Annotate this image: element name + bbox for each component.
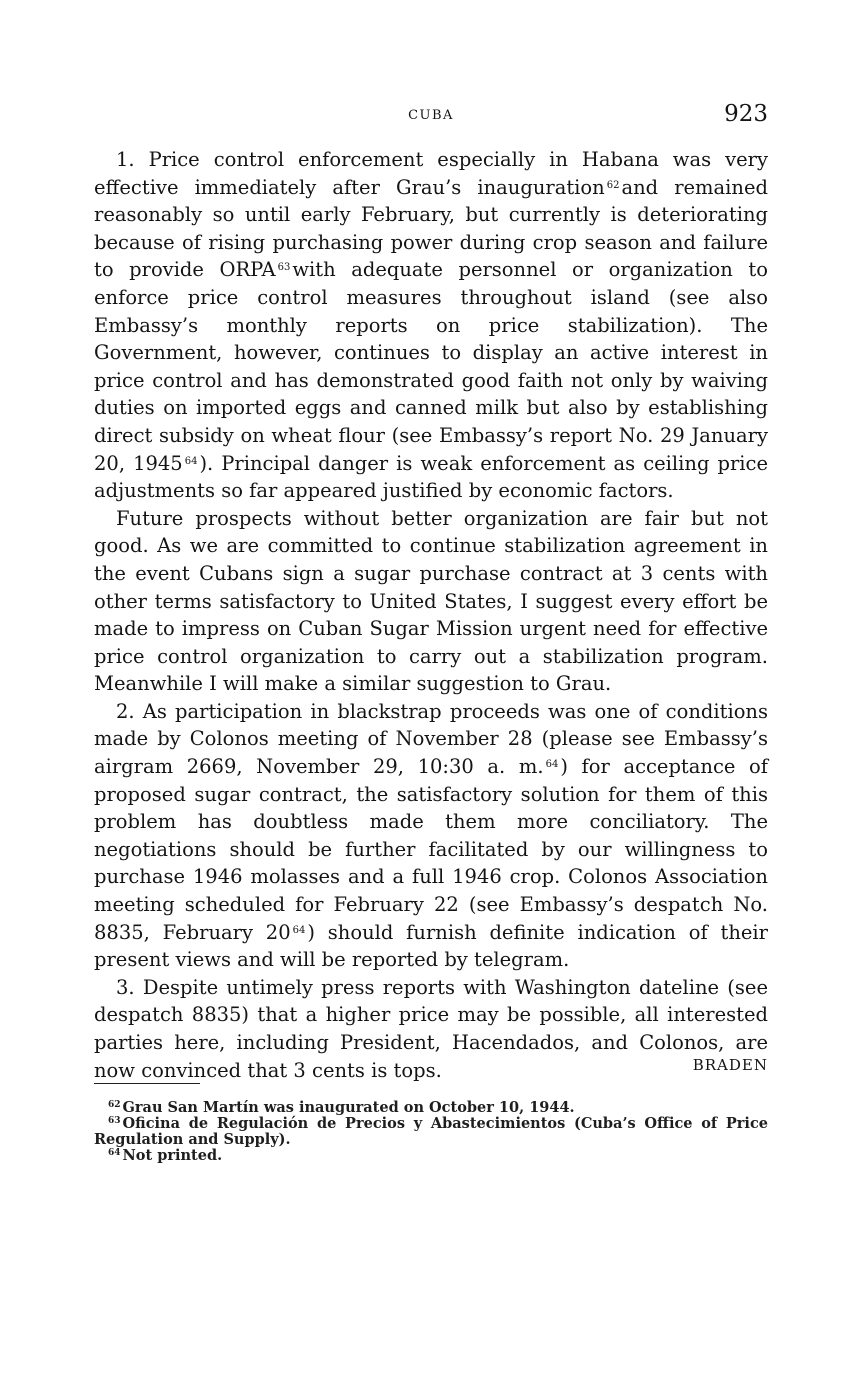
paragraph-4: 3. Despite untimely press reports with Washington dateline (see despatch 8835) that a higher price may be possible, all interested parties here, including President, Hacendados, and Colonos, are now convinced that 3 cents is tops. xyxy=(94,975,768,1082)
footnote-mark: 63 xyxy=(108,1116,121,1126)
paragraph-3: 2. As participation in blackstrap proceeds was one of conditions made by Colonos meeting of November 28 (please see Embassy’s airgram 2669, November 29, 10:30 a. m. $^{64}$ ) for acceptance of proposed sugar contract, the satisfactory solution for them of this problem has doubtless made them more conciliatory. The negotiations should be further facilitated by our willingness to purchase 1946 molasses and a full 1946 crop. Colonos Association meeting scheduled for February 22 (see Embassy’s despatch No. 8835, February 20 $^{64}$ ) should furnish definite indication of their present views and will be reported by telegram. xyxy=(94,699,768,972)
signature: BRADEN xyxy=(692,1056,768,1074)
footnote-ref: 63 xyxy=(277,262,291,274)
page-number: 923 xyxy=(724,101,768,127)
footnote-mark: 62 xyxy=(108,1100,121,1110)
footnote-ref: 64 xyxy=(184,455,198,467)
footnote-ref: 62 xyxy=(606,179,620,191)
document-body xyxy=(94,146,768,1084)
running-head: CUBA xyxy=(408,108,454,123)
paragraph-1: 1. Price control enforcement especially in Habana was very effective immediately after Grau’s inauguration $^{62}$ and remained reasonably so until early February, but currently is deteriorating because of rising purchasing power during crop season and failure to provide ORPA $^{63}$ with adequate personnel or organization to enforce price control measures throughout island (see also Embassy’s monthly reports on price stabilization). The Government, however, continues to display an active interest in price control and has demonstrated good faith not only by waiving duties on imported eggs and canned milk but also by establishing direct subsidy on wheat flour (see Embassy’s report No. 29 January 20, 1945 $^{64}$ ). Principal danger is weak enforcement as ceiling price adjustments so far appeared justified by economic factors. xyxy=(94,148,768,503)
footnote-item: $^{62}$ Grau San Martín was inaugurated on October 10, 1944. xyxy=(108,1099,575,1116)
footnote-ref: 64 xyxy=(545,759,559,771)
footnote-ref: 64 xyxy=(292,924,306,936)
footnote-item: $^{63}$ Oficina de Regulación de Precios y Abastecimientos (Cuba’s Office of Price Regulation and Supply). xyxy=(94,1115,768,1148)
footnote-mark: 64 xyxy=(108,1148,121,1158)
footnotes xyxy=(94,1100,768,1164)
footnote-item: $^{64}$ Not printed. xyxy=(108,1147,223,1164)
paragraph-2: Future prospects without better organization are fair but not good. As we are committed to continue stabilization agreement in the event Cubans sign a sugar purchase contract at 3 cents with other terms satisfactory to United States, I suggest every effort be made to impress on Cuban Sugar Mission urgent need for effective price control organization to carry out a stabilization program. Meanwhile I will make a similar suggestion to Grau. xyxy=(94,506,768,696)
footnote-divider xyxy=(94,1083,200,1084)
page-header xyxy=(94,101,768,135)
